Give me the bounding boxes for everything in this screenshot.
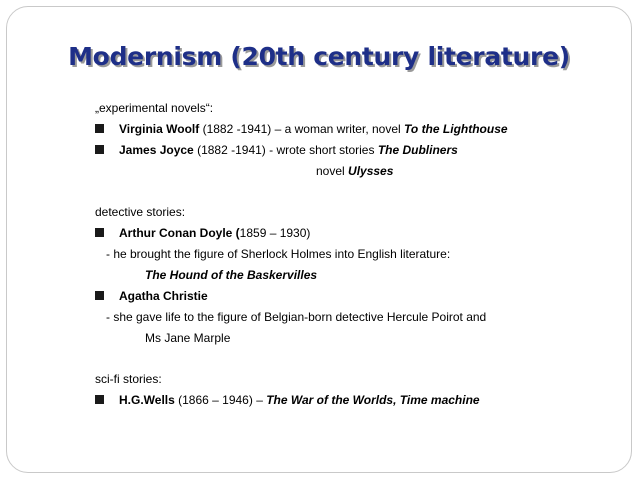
doyle-description: - he brought the figure of Sherlock Holmes into English literature: (106, 247, 451, 261)
experimental-heading: „experimental novels“: (95, 101, 214, 115)
author-name: James Joyce (119, 143, 194, 157)
work-title: The War of the Worlds, Time machine (266, 393, 480, 407)
author-dates: (1882 -1941) - wrote short stories (193, 143, 378, 157)
author-name: Agatha Christie (119, 289, 208, 303)
scifi-heading: sci-fi stories: (95, 372, 162, 386)
novel-label: novel (316, 164, 349, 178)
author-dates: 1859 – 1930) (239, 226, 311, 240)
list-item-woolf (95, 119, 605, 140)
bullet-icon (95, 124, 104, 133)
work-title: Ulysses (348, 164, 394, 178)
bullet-icon (95, 145, 104, 154)
christie-description-cont: Ms Jane Marple (145, 331, 231, 345)
list-item-wells (95, 390, 605, 411)
work-title: The Hound of the Baskervilles (145, 268, 318, 282)
list-item-joyce (95, 140, 605, 161)
author-dates: (1866 – 1946) – (174, 393, 267, 407)
list-item-doyle (95, 223, 605, 244)
list-item-christie (95, 286, 605, 307)
work-title: To the Lighthouse (404, 122, 508, 136)
author-name: Arthur Conan Doyle ( (119, 226, 240, 240)
author-name: Virginia Woolf (119, 122, 200, 136)
detective-heading: detective stories: (95, 205, 186, 219)
bullet-icon (95, 291, 104, 300)
slide-content (95, 98, 605, 411)
slide-title: Modernism (20th century literature) (68, 42, 570, 71)
work-title: The Dubliners (377, 143, 458, 157)
bullet-icon (95, 228, 104, 237)
author-name: H.G.Wells (119, 393, 175, 407)
author-dates: (1882 -1941) – a woman writer, novel (199, 122, 405, 136)
doyle-work-line (95, 265, 605, 286)
bullet-icon (95, 395, 104, 404)
joyce-novel-line (95, 161, 605, 182)
christie-description: - she gave life to the figure of Belgian-born detective Hercule Poirot and (106, 310, 487, 324)
